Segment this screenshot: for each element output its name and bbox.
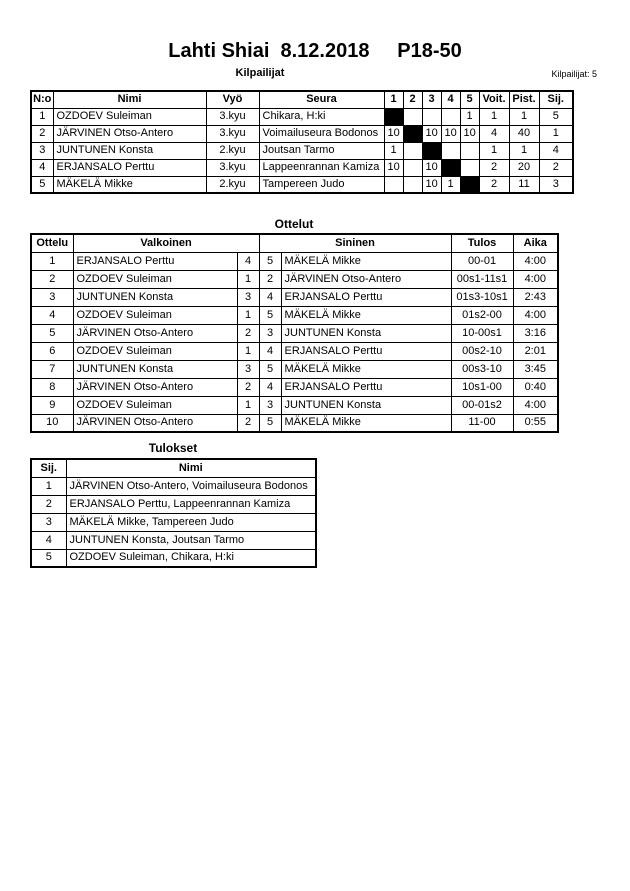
match-blue-no: 3 — [259, 324, 281, 342]
col-wins: Voit. — [479, 91, 509, 108]
match-no: 6 — [31, 342, 73, 360]
match-white-no: 1 — [237, 342, 259, 360]
match-white-name: JUNTUNEN Konsta — [73, 360, 237, 378]
match-white-name: JUNTUNEN Konsta — [73, 288, 237, 306]
competitor-place: 3 — [539, 176, 573, 193]
competitors-count: Kilpailijat: 5 — [551, 69, 597, 79]
match-time: 2:43 — [513, 288, 558, 306]
competitor-club: Voimailuseura Bodonos — [259, 125, 384, 142]
result-place: 3 — [31, 513, 66, 531]
competitor-self-cell — [422, 142, 441, 159]
match-row — [31, 288, 558, 306]
col-result: Tulos — [451, 234, 513, 252]
competitor-row — [31, 159, 573, 176]
competitor-name: JUNTUNEN Konsta — [53, 142, 206, 159]
competitor-place: 2 — [539, 159, 573, 176]
competitors-heading: Kilpailijat — [235, 67, 285, 79]
match-no: 3 — [31, 288, 73, 306]
competitor-result-2 — [403, 108, 422, 125]
competitor-row — [31, 176, 573, 193]
competitor-result-3: 10 — [422, 159, 441, 176]
match-blue-no: 3 — [259, 396, 281, 414]
match-blue-name: JUNTUNEN Konsta — [281, 396, 451, 414]
col-r1: 1 — [384, 91, 403, 108]
competitor-row — [31, 142, 573, 159]
col-points: Pist. — [509, 91, 539, 108]
competitors-header-row — [31, 91, 573, 108]
match-blue-name: ERJANSALO Perttu — [281, 342, 451, 360]
competitor-result-3 — [422, 108, 441, 125]
match-no: 8 — [31, 378, 73, 396]
match-white-no: 2 — [237, 378, 259, 396]
competitor-club: Joutsan Tarmo — [259, 142, 384, 159]
col-r3: 3 — [422, 91, 441, 108]
competitor-points: 20 — [509, 159, 539, 176]
match-result: 10s1-00 — [451, 378, 513, 396]
match-row — [31, 306, 558, 324]
competitor-belt: 2.kyu — [206, 142, 259, 159]
competitor-belt: 2.kyu — [206, 176, 259, 193]
match-blue-name: JÄRVINEN Otso-Antero — [281, 270, 451, 288]
match-white-name: OZDOEV Suleiman — [73, 396, 237, 414]
col-club: Seura — [259, 91, 384, 108]
match-white-no: 1 — [237, 306, 259, 324]
competitor-wins: 4 — [479, 125, 509, 142]
match-white-no: 3 — [237, 360, 259, 378]
competitor-club: Tampereen Judo — [259, 176, 384, 193]
match-row — [31, 414, 558, 432]
match-result: 11-00 — [451, 414, 513, 432]
result-row — [31, 531, 316, 549]
competitor-result-3: 10 — [422, 125, 441, 142]
result-place: 2 — [31, 495, 66, 513]
match-row — [31, 252, 558, 270]
competitor-result-2 — [403, 142, 422, 159]
match-result: 00-01 — [451, 252, 513, 270]
competitor-wins: 1 — [479, 108, 509, 125]
match-blue-name: MÄKELÄ Mikke — [281, 252, 451, 270]
match-result: 10-00s1 — [451, 324, 513, 342]
match-no: 5 — [31, 324, 73, 342]
competitors-table — [30, 90, 574, 194]
competitor-result-1: 10 — [384, 159, 403, 176]
competitor-no: 1 — [31, 108, 53, 125]
match-time: 4:00 — [513, 270, 558, 288]
match-row — [31, 396, 558, 414]
competitor-no: 2 — [31, 125, 53, 142]
match-blue-name: ERJANSALO Perttu — [281, 378, 451, 396]
competitor-club: Lappeenrannan Kamiza — [259, 159, 384, 176]
competitor-result-2 — [403, 176, 422, 193]
matches-table — [30, 233, 559, 433]
competitor-row — [31, 108, 573, 125]
match-white-name: OZDOEV Suleiman — [73, 306, 237, 324]
competitor-result-4 — [441, 142, 460, 159]
competitor-result-5: 10 — [460, 125, 479, 142]
result-name: ERJANSALO Perttu, Lappeenrannan Kamiza — [66, 495, 316, 513]
competitor-no: 5 — [31, 176, 53, 193]
competitor-name: MÄKELÄ Mikke — [53, 176, 206, 193]
match-white-no: 1 — [237, 396, 259, 414]
match-blue-name: ERJANSALO Perttu — [281, 288, 451, 306]
competitor-wins: 1 — [479, 142, 509, 159]
result-row — [31, 549, 316, 567]
competitor-wins: 2 — [479, 159, 509, 176]
match-blue-name: MÄKELÄ Mikke — [281, 306, 451, 324]
match-white-name: ERJANSALO Perttu — [73, 252, 237, 270]
match-no: 7 — [31, 360, 73, 378]
competitor-name: JÄRVINEN Otso-Antero — [53, 125, 206, 142]
match-blue-name: JUNTUNEN Konsta — [281, 324, 451, 342]
match-result: 00s1-11s1 — [451, 270, 513, 288]
competitor-points: 1 — [509, 108, 539, 125]
col-place: Sij. — [31, 459, 66, 477]
match-white-no: 2 — [237, 324, 259, 342]
result-name: JUNTUNEN Konsta, Joutsan Tarmo — [66, 531, 316, 549]
results-table — [30, 458, 317, 568]
match-blue-no: 2 — [259, 270, 281, 288]
result-row — [31, 477, 316, 495]
match-result: 01s2-00 — [451, 306, 513, 324]
match-row — [31, 324, 558, 342]
competitor-result-5 — [460, 142, 479, 159]
competitor-row — [31, 125, 573, 142]
match-white-no: 3 — [237, 288, 259, 306]
match-no: 1 — [31, 252, 73, 270]
competitor-result-3: 10 — [422, 176, 441, 193]
results-heading: Tulokset — [148, 441, 198, 455]
match-row — [31, 360, 558, 378]
col-no: N:o — [31, 91, 53, 108]
col-r5: 5 — [460, 91, 479, 108]
competitor-result-4: 10 — [441, 125, 460, 142]
match-time: 3:45 — [513, 360, 558, 378]
col-white: Valkoinen — [73, 234, 259, 252]
match-result: 01s3-10s1 — [451, 288, 513, 306]
match-white-name: JÄRVINEN Otso-Antero — [73, 324, 237, 342]
competitor-wins: 2 — [479, 176, 509, 193]
competitor-result-5: 1 — [460, 108, 479, 125]
match-row — [31, 342, 558, 360]
col-name: Nimi — [66, 459, 316, 477]
page-title: Lahti Shiai 8.12.2018 P18-50 — [168, 40, 462, 62]
match-blue-no: 4 — [259, 288, 281, 306]
match-blue-no: 4 — [259, 342, 281, 360]
match-result: 00s3-10 — [451, 360, 513, 378]
competitor-belt: 3.kyu — [206, 159, 259, 176]
competitor-name: ERJANSALO Perttu — [53, 159, 206, 176]
competitor-self-cell — [460, 176, 479, 193]
match-result: 00-01s2 — [451, 396, 513, 414]
competitor-self-cell — [403, 125, 422, 142]
match-no: 10 — [31, 414, 73, 432]
result-place: 5 — [31, 549, 66, 567]
competitor-result-4: 1 — [441, 176, 460, 193]
match-blue-name: MÄKELÄ Mikke — [281, 414, 451, 432]
match-time: 3:16 — [513, 324, 558, 342]
match-blue-no: 5 — [259, 360, 281, 378]
match-time: 0:55 — [513, 414, 558, 432]
competitor-name: OZDOEV Suleiman — [53, 108, 206, 125]
match-time: 4:00 — [513, 396, 558, 414]
col-belt: Vyö — [206, 91, 259, 108]
col-blue: Sininen — [259, 234, 451, 252]
result-name: MÄKELÄ Mikke, Tampereen Judo — [66, 513, 316, 531]
match-time: 0:40 — [513, 378, 558, 396]
competitor-points: 1 — [509, 142, 539, 159]
result-place: 4 — [31, 531, 66, 549]
col-match: Ottelu — [31, 234, 73, 252]
match-white-name: OZDOEV Suleiman — [73, 270, 237, 288]
competitor-result-1: 1 — [384, 142, 403, 159]
matches-header-row — [31, 234, 558, 252]
competitor-belt: 3.kyu — [206, 108, 259, 125]
col-time: Aika — [513, 234, 558, 252]
match-no: 2 — [31, 270, 73, 288]
col-r4: 4 — [441, 91, 460, 108]
match-no: 9 — [31, 396, 73, 414]
competitor-result-1: 10 — [384, 125, 403, 142]
match-white-no: 1 — [237, 270, 259, 288]
match-time: 2:01 — [513, 342, 558, 360]
result-place: 1 — [31, 477, 66, 495]
result-row — [31, 513, 316, 531]
competitor-club: Chikara, H:ki — [259, 108, 384, 125]
result-row — [31, 495, 316, 513]
competitor-no: 3 — [31, 142, 53, 159]
match-white-name: OZDOEV Suleiman — [73, 342, 237, 360]
match-row — [31, 270, 558, 288]
col-r2: 2 — [403, 91, 422, 108]
competitor-points: 11 — [509, 176, 539, 193]
competitor-no: 4 — [31, 159, 53, 176]
competitor-place: 4 — [539, 142, 573, 159]
competitor-result-1 — [384, 176, 403, 193]
match-white-no: 2 — [237, 414, 259, 432]
match-white-name: JÄRVINEN Otso-Antero — [73, 414, 237, 432]
match-no: 4 — [31, 306, 73, 324]
match-row — [31, 378, 558, 396]
match-time: 4:00 — [513, 306, 558, 324]
competitor-place: 1 — [539, 125, 573, 142]
result-name: OZDOEV Suleiman, Chikara, H:ki — [66, 549, 316, 567]
result-name: JÄRVINEN Otso-Antero, Voimailuseura Bodonos — [66, 477, 316, 495]
match-blue-no: 4 — [259, 378, 281, 396]
competitor-result-2 — [403, 159, 422, 176]
results-header-row — [31, 459, 316, 477]
col-name: Nimi — [53, 91, 206, 108]
competitor-self-cell — [384, 108, 403, 125]
competitor-belt: 3.kyu — [206, 125, 259, 142]
match-blue-no: 5 — [259, 306, 281, 324]
competitor-result-4 — [441, 108, 460, 125]
match-blue-no: 5 — [259, 252, 281, 270]
competitor-points: 40 — [509, 125, 539, 142]
competitor-place: 5 — [539, 108, 573, 125]
matches-heading: Ottelut — [274, 217, 314, 231]
match-white-name: JÄRVINEN Otso-Antero — [73, 378, 237, 396]
match-time: 4:00 — [513, 252, 558, 270]
match-blue-name: MÄKELÄ Mikke — [281, 360, 451, 378]
col-place: Sij. — [539, 91, 573, 108]
competitor-result-5 — [460, 159, 479, 176]
competitor-self-cell — [441, 159, 460, 176]
match-result: 00s2-10 — [451, 342, 513, 360]
match-white-no: 4 — [237, 252, 259, 270]
match-blue-no: 5 — [259, 414, 281, 432]
